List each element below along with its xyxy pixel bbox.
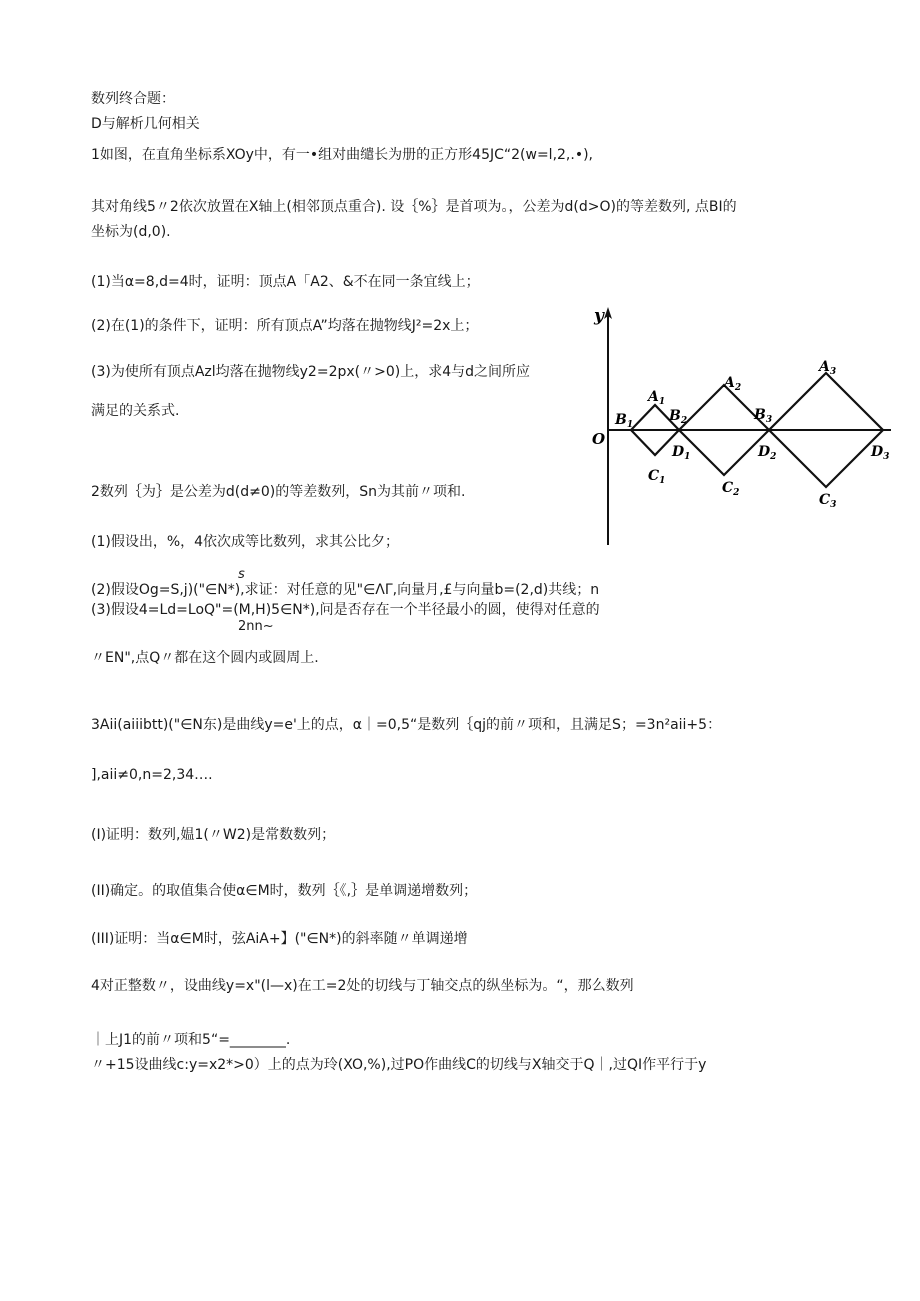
problem5-line: 〃+15设曲线c:y=x2*>0）上的点为玲(XO,%),过PO作曲线C的切线与X轴交于Q｜,过QI作平行于y bbox=[91, 1057, 707, 1073]
problem2-q1: (1)假设出，%，4依次成等比数列，求其公比夕； bbox=[91, 534, 400, 550]
problem2-q3-subscript: 2nn~ bbox=[238, 619, 274, 634]
problem1-line2: 其对角线5〃2依次放置在X轴上(相邻顶点重合). 设｛%｝是首项为。，公差为d(d>O)的等差数列, 点BI的 bbox=[91, 199, 737, 215]
problem1-intro: 1如图，在直角坐标系XOy中，有一•组对曲缱长为册的正方形45JC“2(w=l,2,.•), bbox=[91, 147, 594, 163]
label-a1: $A_1$ bbox=[648, 389, 666, 407]
label-d2: $D_2$ bbox=[758, 444, 777, 462]
problem2-q2: (2)假设Og=S,j)("∈N*),求证：对任意的见"∈ΛΓ,向量月,£与向量b=(2,d)共线；n bbox=[91, 582, 600, 598]
problem1-q2: (2)在(1)的条件下，证明：所有顶点A”均落在抛物线J²=2x上； bbox=[91, 318, 479, 334]
label-b3: $B_3$ bbox=[754, 407, 773, 425]
problem3-line2: ],aii≠0,n=2,34…. bbox=[91, 767, 213, 783]
problem1-q1: (1)当α=8,d=4时，证明：顶点A「A2、&不在同一条宜线上； bbox=[91, 274, 480, 290]
problem3-q1: (I)证明：数列,媪1(〃W2)是常数数列； bbox=[91, 827, 336, 843]
label-c1: $C_1$ bbox=[648, 468, 666, 486]
problem1-q3: (3)为使所有顶点Azl均落在抛物线y2=2px(〃>0)上，求4与d之间所应 bbox=[91, 364, 531, 380]
problem1-line3: 坐标为(d,0). bbox=[91, 224, 171, 240]
problem2-q3: (3)假设4=Ld=LoQ"=(M,H)5∈N*),问是否存在一个半径最小的圆，使得对任意的 bbox=[91, 602, 600, 618]
problem4-line2: ｜上J1的前〃项和5“=________. bbox=[91, 1032, 291, 1048]
problem3-q3: (III)证明：当α∈M时，弦AiA+】("∈N*)的斜率随〃单调递增 bbox=[91, 931, 468, 947]
label-b1: $B_1$ bbox=[615, 412, 634, 430]
origin-label: O bbox=[592, 430, 606, 448]
label-a3: $A_3$ bbox=[819, 359, 837, 377]
label-d3: $D_3$ bbox=[871, 444, 890, 462]
label-c3: $C_3$ bbox=[819, 492, 837, 510]
squares-figure bbox=[588, 303, 898, 548]
problem1-q3b: 满足的关系式. bbox=[91, 403, 180, 419]
label-d1: $D_1$ bbox=[672, 444, 691, 462]
problem3-q2: (II)确定。的取值集合使α∈M时，数列｛《,｝是单调递增数列； bbox=[91, 883, 478, 899]
label-c2: $C_2$ bbox=[722, 480, 740, 498]
section-heading: D与解析几何相关 bbox=[91, 116, 200, 132]
label-a2: $A_2$ bbox=[724, 375, 742, 393]
y-axis-label: y bbox=[594, 306, 604, 326]
problem2-q3b: 〃EN",点Q〃都在这个圆内或圆周上. bbox=[91, 650, 319, 666]
problem3-intro: 3Aii(aiiibtt)("∈N东)是曲线y=e'上的点，α｜=0,5“是数列｛qj的前〃项和，且满足S；=3n²aii+5： bbox=[91, 717, 722, 733]
problem4-intro: 4对正整数〃，设曲线y=x"(l—x)在工=2处的切线与丁轴交点的纵坐标为。“，那么数列 bbox=[91, 978, 634, 994]
label-b2: $B_2$ bbox=[669, 408, 688, 426]
page-title: 数列终合题： bbox=[91, 91, 175, 107]
problem2-q2-superscript: s bbox=[238, 567, 245, 582]
problem2-intro: 2数列｛为｝是公差为d(d≠0)的等差数列，Sn为其前〃项和. bbox=[91, 484, 466, 500]
